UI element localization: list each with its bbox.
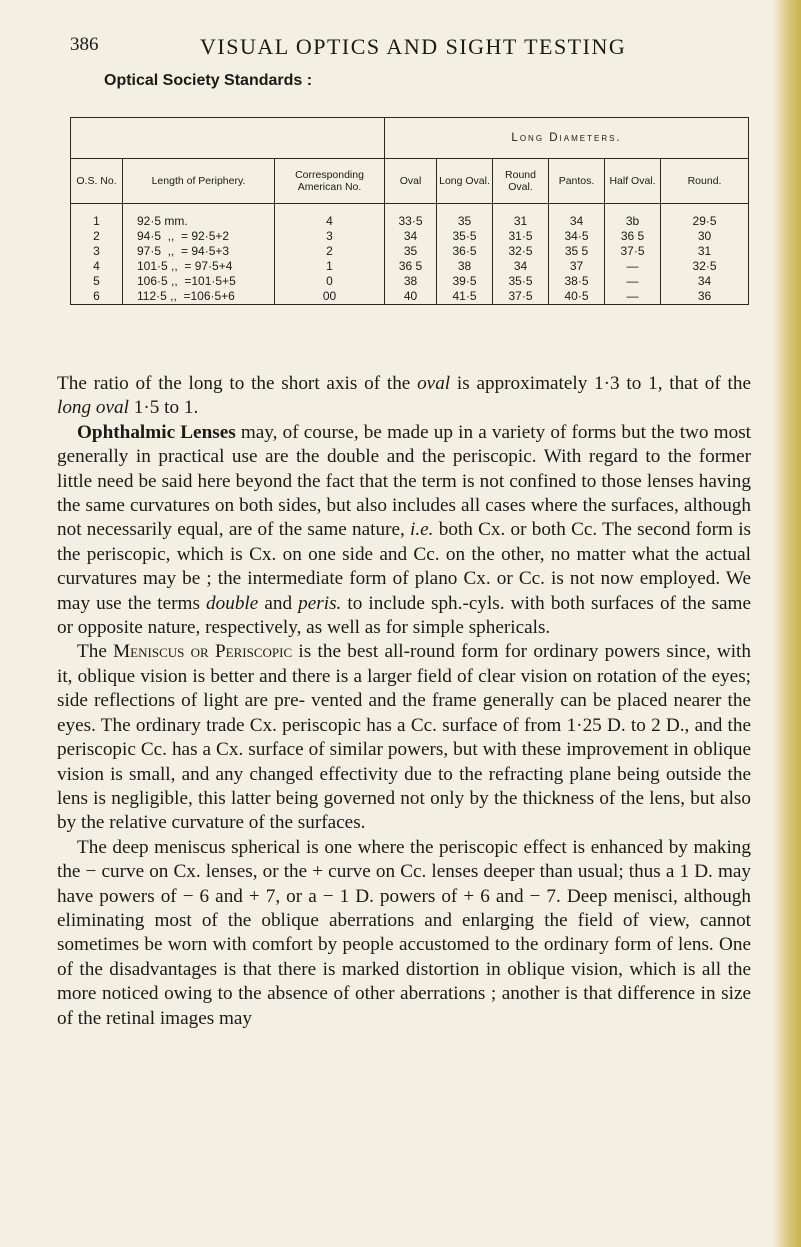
text-run: 1·5 to 1. bbox=[128, 397, 199, 419]
smallcaps-heading-meniscus: Meniscus or Periscopic bbox=[113, 641, 293, 663]
cell-periphery: 94·5 ,, = 92·5+2 bbox=[137, 229, 230, 243]
column-pantos bbox=[549, 204, 605, 305]
cell-american-no: 1 bbox=[326, 259, 333, 273]
running-title: VISUAL OPTICS AND SIGHT TESTING bbox=[200, 34, 627, 59]
bold-heading-ophthalmic-lenses: Ophthalmic Lenses bbox=[77, 421, 236, 443]
cell-half-oval: 3b bbox=[625, 214, 640, 228]
cell-pantos: 34·5 bbox=[564, 229, 589, 243]
column-round-oval bbox=[493, 204, 549, 305]
cell-os-no: 3 bbox=[93, 244, 100, 258]
text-run: to include sph.-cyls. with both surfaces of the same or opposite nature, respectively, as well as for simple sphericals. bbox=[57, 592, 751, 639]
cell-pantos: 40·5 bbox=[564, 289, 589, 303]
paragraph-axis-ratio bbox=[57, 372, 751, 421]
text-run: is approximately 1·3 to 1, that of the bbox=[450, 373, 751, 394]
column-header-half-oval: Half Oval. bbox=[605, 159, 661, 204]
cell-long-oval: 41·5 bbox=[452, 289, 477, 303]
page-edge-decoration bbox=[773, 0, 801, 1247]
cell-pantos: 37 bbox=[569, 259, 584, 273]
cell-round-oval: 32·5 bbox=[508, 244, 533, 258]
table-caption: Optical Society Standards : bbox=[104, 72, 313, 89]
cell-long-oval: 36·5 bbox=[452, 244, 477, 258]
cell-long-oval: 35 bbox=[457, 214, 472, 228]
column-header-round-oval: Round Oval. bbox=[493, 159, 549, 204]
cell-round: 32·5 bbox=[692, 259, 717, 273]
cell-long-oval: 39·5 bbox=[452, 274, 477, 288]
text-run: both Cx. or both Cc. The second form is the periscopic, which is Cx. on one side and Cc. on the other, no matter what the actual curvatures may be ; the intermediate form of plano Cx. or Cc. is not now employed. We may use the terms bbox=[57, 519, 751, 614]
cell-long-oval: 38 bbox=[457, 259, 472, 273]
cell-os-no: 4 bbox=[93, 259, 100, 273]
text-run: The bbox=[77, 641, 114, 663]
page-number: 386 bbox=[70, 34, 99, 55]
italic-term-double: double bbox=[206, 592, 259, 614]
italic-term-long-oval: long oval bbox=[57, 397, 129, 419]
cell-american-no: 2 bbox=[326, 244, 333, 258]
cell-oval: 35 bbox=[403, 244, 418, 258]
column-header-oval: Oval bbox=[385, 159, 437, 204]
column-os-no bbox=[71, 204, 123, 305]
cell-periphery: 101·5 ,, = 97·5+4 bbox=[137, 259, 233, 273]
column-american-no bbox=[275, 204, 385, 305]
text-run: is the best all-round form for ordinary powers since, with it, oblique vision is better and there is a larger field of clear vision on rotation of the eyes; side reflections of light are pre- vented and the frame generally can be placed nearer the eyes. The ordinary trade Cx. periscopic has a Cc. surface of from 1·25 D. to 2 D., and the periscopic Cc. has a Cx. surface of similar powers, but with these improvement in oblique vision is small, and any changed effectivity due to the refracting plane being outside the lens is negligible, this latter being governed not only by the thickness of the lens, but also by the relative curvature of the surfaces. bbox=[57, 641, 751, 834]
paragraph-ophthalmic-lenses bbox=[57, 421, 751, 641]
cell-periphery: 112·5 ,, =106·5+6 bbox=[137, 289, 235, 303]
page-header bbox=[70, 34, 750, 64]
cell-os-no: 1 bbox=[93, 214, 100, 228]
cell-os-no: 2 bbox=[93, 229, 100, 243]
cell-oval: 34 bbox=[403, 229, 418, 243]
column-header-round: Round. bbox=[661, 159, 749, 204]
cell-round: 30 bbox=[697, 229, 712, 243]
cell-oval: 40 bbox=[403, 289, 418, 303]
cell-half-oval: — bbox=[626, 289, 639, 303]
column-header-pantos: Pantos. bbox=[549, 159, 605, 204]
text-run: may, of course, be made up in a variety of forms but the two most generally in practical use are the double and the periscopic. With regard to the former little need be said here beyond the fact that the term is not confined to those lenses having the same curvatures on both sides, but also includes all cases where the surfaces, although not necessarily equal, are of the same nature, bbox=[57, 421, 751, 541]
italic-term-oval: oval bbox=[417, 373, 451, 394]
paragraph-deep-meniscus: The deep meniscus spherical is one where the periscopic effect is enhanced by making the − curve on Cx. lenses, or the + curve on Cc. lenses deeper than usual; thus a 1 D. may have powers of − 6 and + 7, or a − 1 D. powers of + 6 and − 7. Deep menisci, although eliminating most of the oblique aberrations and enlarging the field of view, cannot sometimes be worn with comfort by people accustomed to the ordinary form of lens. One of the disadvantages is that there is marked distortion in oblique vision, which is all the more noticed owing to the absence of other aberrations ; another is that difference in size of the retinal images may bbox=[57, 836, 751, 1029]
cell-round-oval: 35·5 bbox=[508, 274, 533, 288]
cell-os-no: 6 bbox=[93, 289, 100, 303]
column-half-oval bbox=[605, 204, 661, 305]
cell-oval: 36 5 bbox=[398, 259, 423, 273]
cell-pantos: 35 5 bbox=[564, 244, 589, 258]
text-run: and bbox=[258, 592, 299, 614]
column-periphery bbox=[123, 204, 275, 305]
column-header-long-oval: Long Oval. bbox=[437, 159, 493, 204]
italic-ie: i.e. bbox=[410, 519, 434, 541]
column-long-oval bbox=[437, 204, 493, 305]
cell-half-oval: — bbox=[626, 274, 639, 288]
column-header-american-no: Corresponding American No. bbox=[275, 159, 385, 204]
paragraph-meniscus bbox=[57, 640, 751, 835]
standards-table bbox=[70, 117, 748, 305]
cell-oval: 38 bbox=[403, 274, 418, 288]
cell-round-oval: 37·5 bbox=[508, 289, 533, 303]
italic-term-peris: peris. bbox=[298, 592, 342, 614]
cell-half-oval: 36 5 bbox=[620, 229, 645, 243]
cell-half-oval: 37·5 bbox=[620, 244, 645, 258]
column-round bbox=[661, 204, 749, 305]
cell-round: 36 bbox=[697, 289, 712, 303]
body-text bbox=[57, 372, 751, 1031]
cell-periphery: 92·5 mm. bbox=[137, 214, 188, 228]
cell-round: 31 bbox=[697, 244, 712, 258]
cell-round: 34 bbox=[697, 274, 712, 288]
cell-half-oval: — bbox=[626, 259, 639, 273]
cell-american-no: 3 bbox=[326, 229, 333, 243]
cell-periphery: 106·5 ,, =101·5+5 bbox=[137, 274, 236, 288]
column-header-periphery: Length of Periphery. bbox=[123, 159, 275, 204]
cell-pantos: 34 bbox=[569, 214, 584, 228]
cell-os-no: 5 bbox=[93, 274, 100, 288]
cell-pantos: 38·5 bbox=[564, 274, 589, 288]
cell-round-oval: 31 bbox=[513, 214, 528, 228]
cell-long-oval: 35·5 bbox=[452, 229, 477, 243]
column-header-os-no: O.S. No. bbox=[71, 159, 123, 204]
cell-oval: 33·5 bbox=[398, 214, 423, 228]
cell-round-oval: 31·5 bbox=[508, 229, 533, 243]
long-diameters-header: Long Diameters. bbox=[385, 118, 749, 159]
column-oval bbox=[385, 204, 437, 305]
cell-periphery: 97·5 ,, = 94·5+3 bbox=[137, 244, 230, 258]
blank-header-cell bbox=[71, 118, 385, 159]
cell-round: 29·5 bbox=[692, 214, 717, 228]
text-run: The ratio of the long to the short axis of the bbox=[57, 373, 418, 394]
cell-american-no: 4 bbox=[326, 214, 333, 228]
cell-round-oval: 34 bbox=[513, 259, 528, 273]
cell-american-no: 00 bbox=[322, 289, 337, 303]
cell-american-no: 0 bbox=[326, 274, 333, 288]
